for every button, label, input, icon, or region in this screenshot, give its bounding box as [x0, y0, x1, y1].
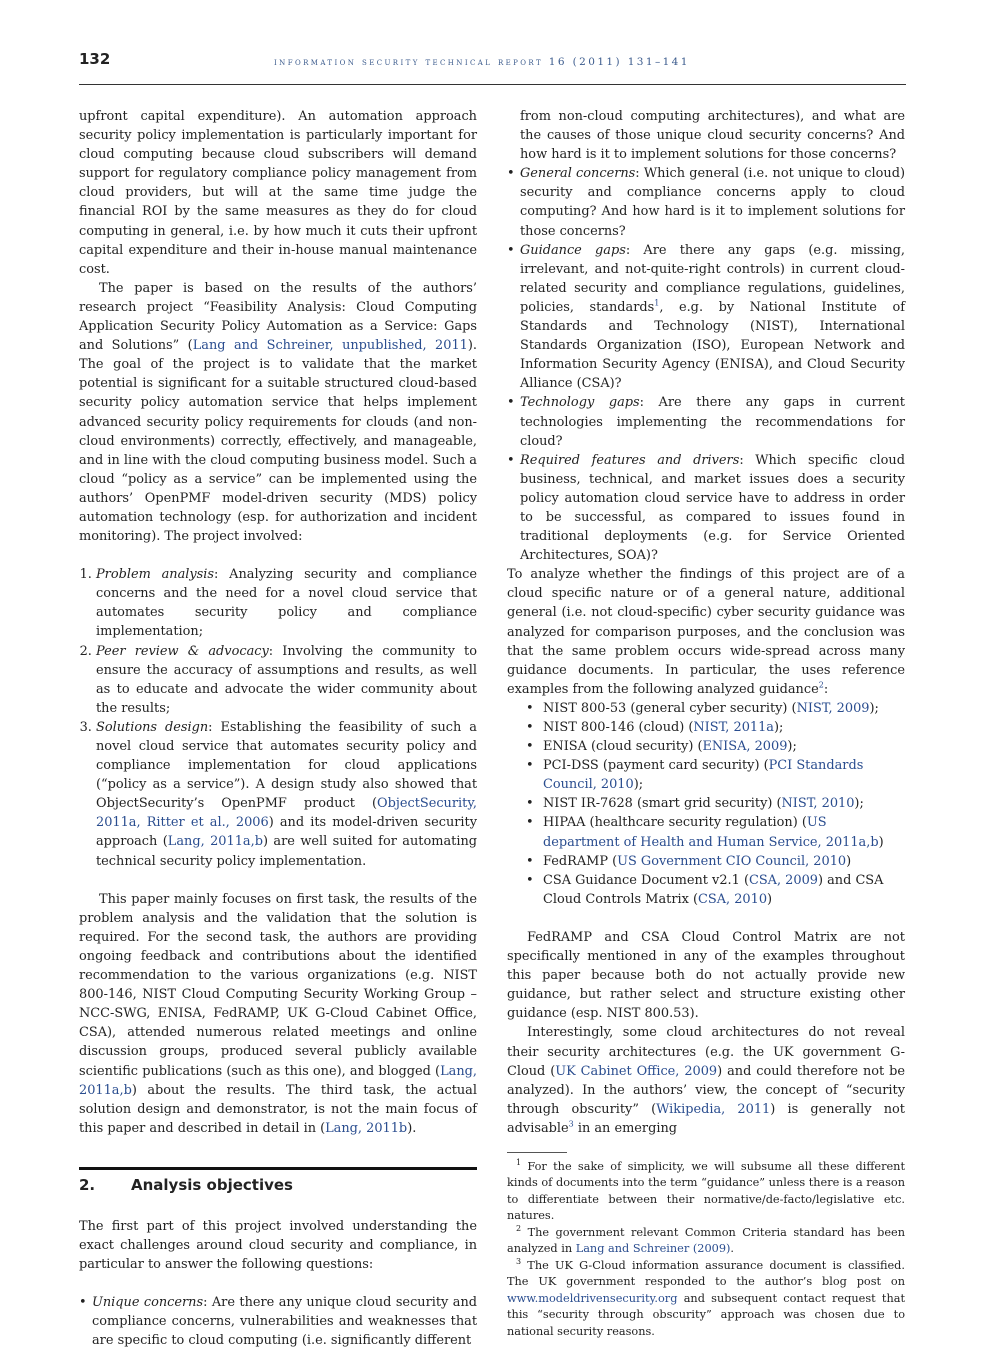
citation-link[interactable]: PCI Standards Council, 2010	[543, 758, 864, 793]
list-item: • PCI-DSS (payment card security) (PCI Standards Council, 2010);	[526, 758, 864, 793]
list-item: 2. Peer review & advocacy: Involving the community to ensure the accuracy of assumptions and results, as well as to educate and advocate the wider community about the results;	[96, 642, 477, 718]
citation-link[interactable]: ObjectSecurity, 2011a, Ritter et al., 2006	[96, 796, 477, 831]
footnote: $^1$ For the sake of simplicity, we will subsume all these different kinds of documents into the term “guidance” unless there is a reason to differentiate between their normative/de-facto/legislative etc. natures.	[507, 1158, 905, 1223]
question-list	[507, 107, 905, 565]
paragraph: The paper is based on the results of the authors’ research project “Feasibility Analysis: Cloud Computing Application Security Policy Automation as a Service: Gaps and Solutions” (Lang and Schreiner, unpublished, 2011). The goal of the project is to validate that the market potential is significant for a suitable structured cloud-based security policy automation service that helps implement advanced security policy requirements for clouds (and non-cloud environments) correctly, effectively, and manageable, and in line with the cloud computing business model. Such a cloud “policy as a service” can be implemented using the authors’ OpenPMF model-driven security (MDS) policy automation technology (esp. for authorization and incident monitoring). The project involved:	[79, 280, 477, 545]
list-item: • Unique concerns: Are there any unique cloud security and compliance concerns, vulnerabilities and weaknesses that are specific to cloud computing (i.e. significantly different	[79, 1295, 477, 1349]
citation-link[interactable]: UK Cabinet Office, 2009	[555, 1063, 718, 1079]
section-rule	[79, 1167, 477, 1170]
paragraph: This paper mainly focuses on first task, the results of the problem analysis and the validation that the solution is required. For the second task, the authors are providing ongoing feedback and contributions about the identified recommendation to the various organizations (e.g. NIST 800-146, NIST Cloud Computing Security Working Group – NCC-SWG, ENISA, FedRAMP, UK G-Cloud Cabinet Office, CSA), attended numerous related meetings and online discussion groups, produced several publicly available scientific publications (such as this one), and blogged (Lang, 2011a,b) about the results. The third task, the actual solution design and demonstrator, is not the main focus of this paper and described in detail in (Lang, 2011b).	[79, 891, 477, 1136]
citation-link[interactable]: Lang, 2011a,b	[79, 1063, 477, 1098]
citation-link[interactable]: CSA, 2010	[698, 891, 768, 907]
list-item: • Required features and drivers: Which specific cloud business, technical, and market issues does a security policy automation cloud service have to address in order to be successful, as compared to issues found in traditional deployments (e.g. for Service Oriented Architectures, SOA)?	[507, 452, 905, 564]
list-item: from non-cloud computing architectures), and what are the causes of those unique cloud security concerns? And how hard is it to implement solutions for those concerns?	[520, 109, 905, 163]
footnote-ref[interactable]: 1	[654, 298, 660, 308]
footnote-rule	[507, 1152, 567, 1153]
citation-link[interactable]: NIST, 2010	[781, 796, 855, 812]
citation-link[interactable]: US Government CIO Council, 2010	[617, 853, 847, 869]
list-item: • Guidance gaps: Are there any gaps (e.g. missing, irrelevant, and not-quite-right controls) in current cloud-related security and compliance regulations, guidelines, policies, standards$^1$, e.g. by National Institute of Standards and Technology (NIST), International Standards Organization (ISO), European Network and Information Security Agency (ENISA), and Cloud Security Alliance (CSA)?	[507, 242, 905, 392]
list-item: • NIST 800-53 (general cyber security) (NIST, 2009);	[526, 700, 879, 716]
paragraph: The first part of this project involved understanding the exact challenges around cloud security and compliance, in particular to answer the following questions:	[79, 1218, 477, 1273]
citation-link[interactable]: NIST, 2011a	[693, 720, 774, 735]
list-item: • HIPAA (healthcare security regulation) (US department of Health and Human Service, 2011a,b)	[526, 815, 884, 850]
footnote-ref[interactable]: 2	[818, 680, 824, 690]
list-item: • Technology gaps: Are there any gaps in current technologies implementing the recommendations for cloud?	[507, 395, 905, 449]
list-item: 1. Problem analysis: Analyzing security and compliance concerns and the need for a novel cloud service that automates security policy and compliance implementation;	[96, 565, 477, 641]
citation-link[interactable]: Lang, 2011b	[325, 1120, 408, 1136]
list-item: • FedRAMP (US Government CIO Council, 2010)	[526, 853, 852, 869]
citation-link[interactable]: Wikipedia, 2011	[656, 1101, 771, 1117]
list-item: 3. Solutions design: Establishing the feasibility of such a novel cloud service that automates security policy and compliance implementation for cloud applications (“policy as a service”). A design study also showed that ObjectSecurity’s OpenPMF product (ObjectSecurity, 2011a, Ritter et al., 2006) and its model-driven security approach (Lang, 2011a,b) are well suited for automating technical security policy implementation.	[96, 718, 477, 871]
list-item: • NIST IR-7628 (smart grid security) (NIST, 2010);	[526, 796, 864, 812]
citation-link[interactable]: Lang, 2011a,b	[167, 834, 263, 850]
citation-link[interactable]: Lang and Schreiner (2009)	[575, 1242, 731, 1256]
list-item: • NIST 800-146 (cloud) (NIST, 2011a);	[526, 720, 784, 735]
running-head: information security technical report 16 (2011) 131–141	[274, 56, 690, 68]
left-column	[79, 107, 477, 1351]
footnote: $^3$ The UK G-Cloud information assurance document is classified. The UK government responded to the author’s blog post on www.modeldrivensecurity.org and subsequent contact request that this “security through obscurity” approach was chosen due to national security reasons.	[507, 1257, 905, 1338]
question-list	[79, 1293, 477, 1350]
list-item: • ENISA (cloud security) (ENISA, 2009);	[526, 739, 797, 755]
page-header	[79, 48, 906, 85]
right-column	[507, 107, 905, 1340]
list-item: • CSA Guidance Document v2.1 (CSA, 2009) and CSA Cloud Controls Matrix (CSA, 2010)	[526, 872, 884, 907]
page-number: 132	[79, 50, 111, 68]
paragraph: To analyze whether the findings of this project are of a cloud specific nature or of a general nature, additional general (i.e. not cloud-specific) cyber security guidance was analyzed for comparison purposes, and the conclusion was that the same problem occurs wide-spread across many guidance documents. In particular, the uses reference examples from the following analyzed guidance$^2$:	[507, 567, 905, 697]
paragraph: upfront capital expenditure). An automation approach security policy implementation is particularly important for cloud computing because cloud subscribers will demand support for regulatory compliance policy management from cloud providers, but will at the same time judge the financial ROI by the same measures as they do for cloud computing in general, i.e. by how much it cuts their upfront capital expenditure and their in-house manual maintenance cost.	[79, 109, 477, 277]
section-heading: 2. Analysis objectives	[79, 1175, 293, 1194]
footnote: $^2$ The government relevant Common Criteria standard has been analyzed in Lang and Schreiner (2009).	[507, 1224, 905, 1256]
paragraph: Interestingly, some cloud architectures do not reveal their security architectures (e.g. the UK government G-Cloud (UK Cabinet Office, 2009) and could therefore not be analyzed). In the authors’ view, the concept of “security through obscurity” (Wikipedia, 2011) is generally not advisable$^3$ in an emerging	[507, 1025, 905, 1136]
footnote-ref[interactable]: 3	[568, 1119, 574, 1129]
citation-link[interactable]: CSA, 2009	[748, 872, 818, 888]
citation-link[interactable]: Lang and Schreiner, unpublished, 2011	[192, 338, 468, 354]
task-list	[79, 565, 477, 871]
citation-link[interactable]: NIST, 2009	[796, 700, 870, 716]
citation-link[interactable]: ENISA, 2009	[702, 739, 788, 755]
guidance-list	[507, 699, 905, 909]
list-item: • General concerns: Which general (i.e. not unique to cloud) security and compliance concerns apply to cloud computing? And how hard is it to implement solutions for those concerns?	[507, 166, 905, 239]
url-link[interactable]: www.modeldrivensecurity.org	[507, 1291, 678, 1305]
paragraph: FedRAMP and CSA Cloud Control Matrix are not specifically mentioned in any of the examples throughout this paper because both do not actually provide new guidance, but rather select and structure existing other guidance (esp. NIST 800.53).	[507, 929, 905, 1022]
citation-link[interactable]: US department of Health and Human Service, 2011a,b	[543, 815, 879, 850]
